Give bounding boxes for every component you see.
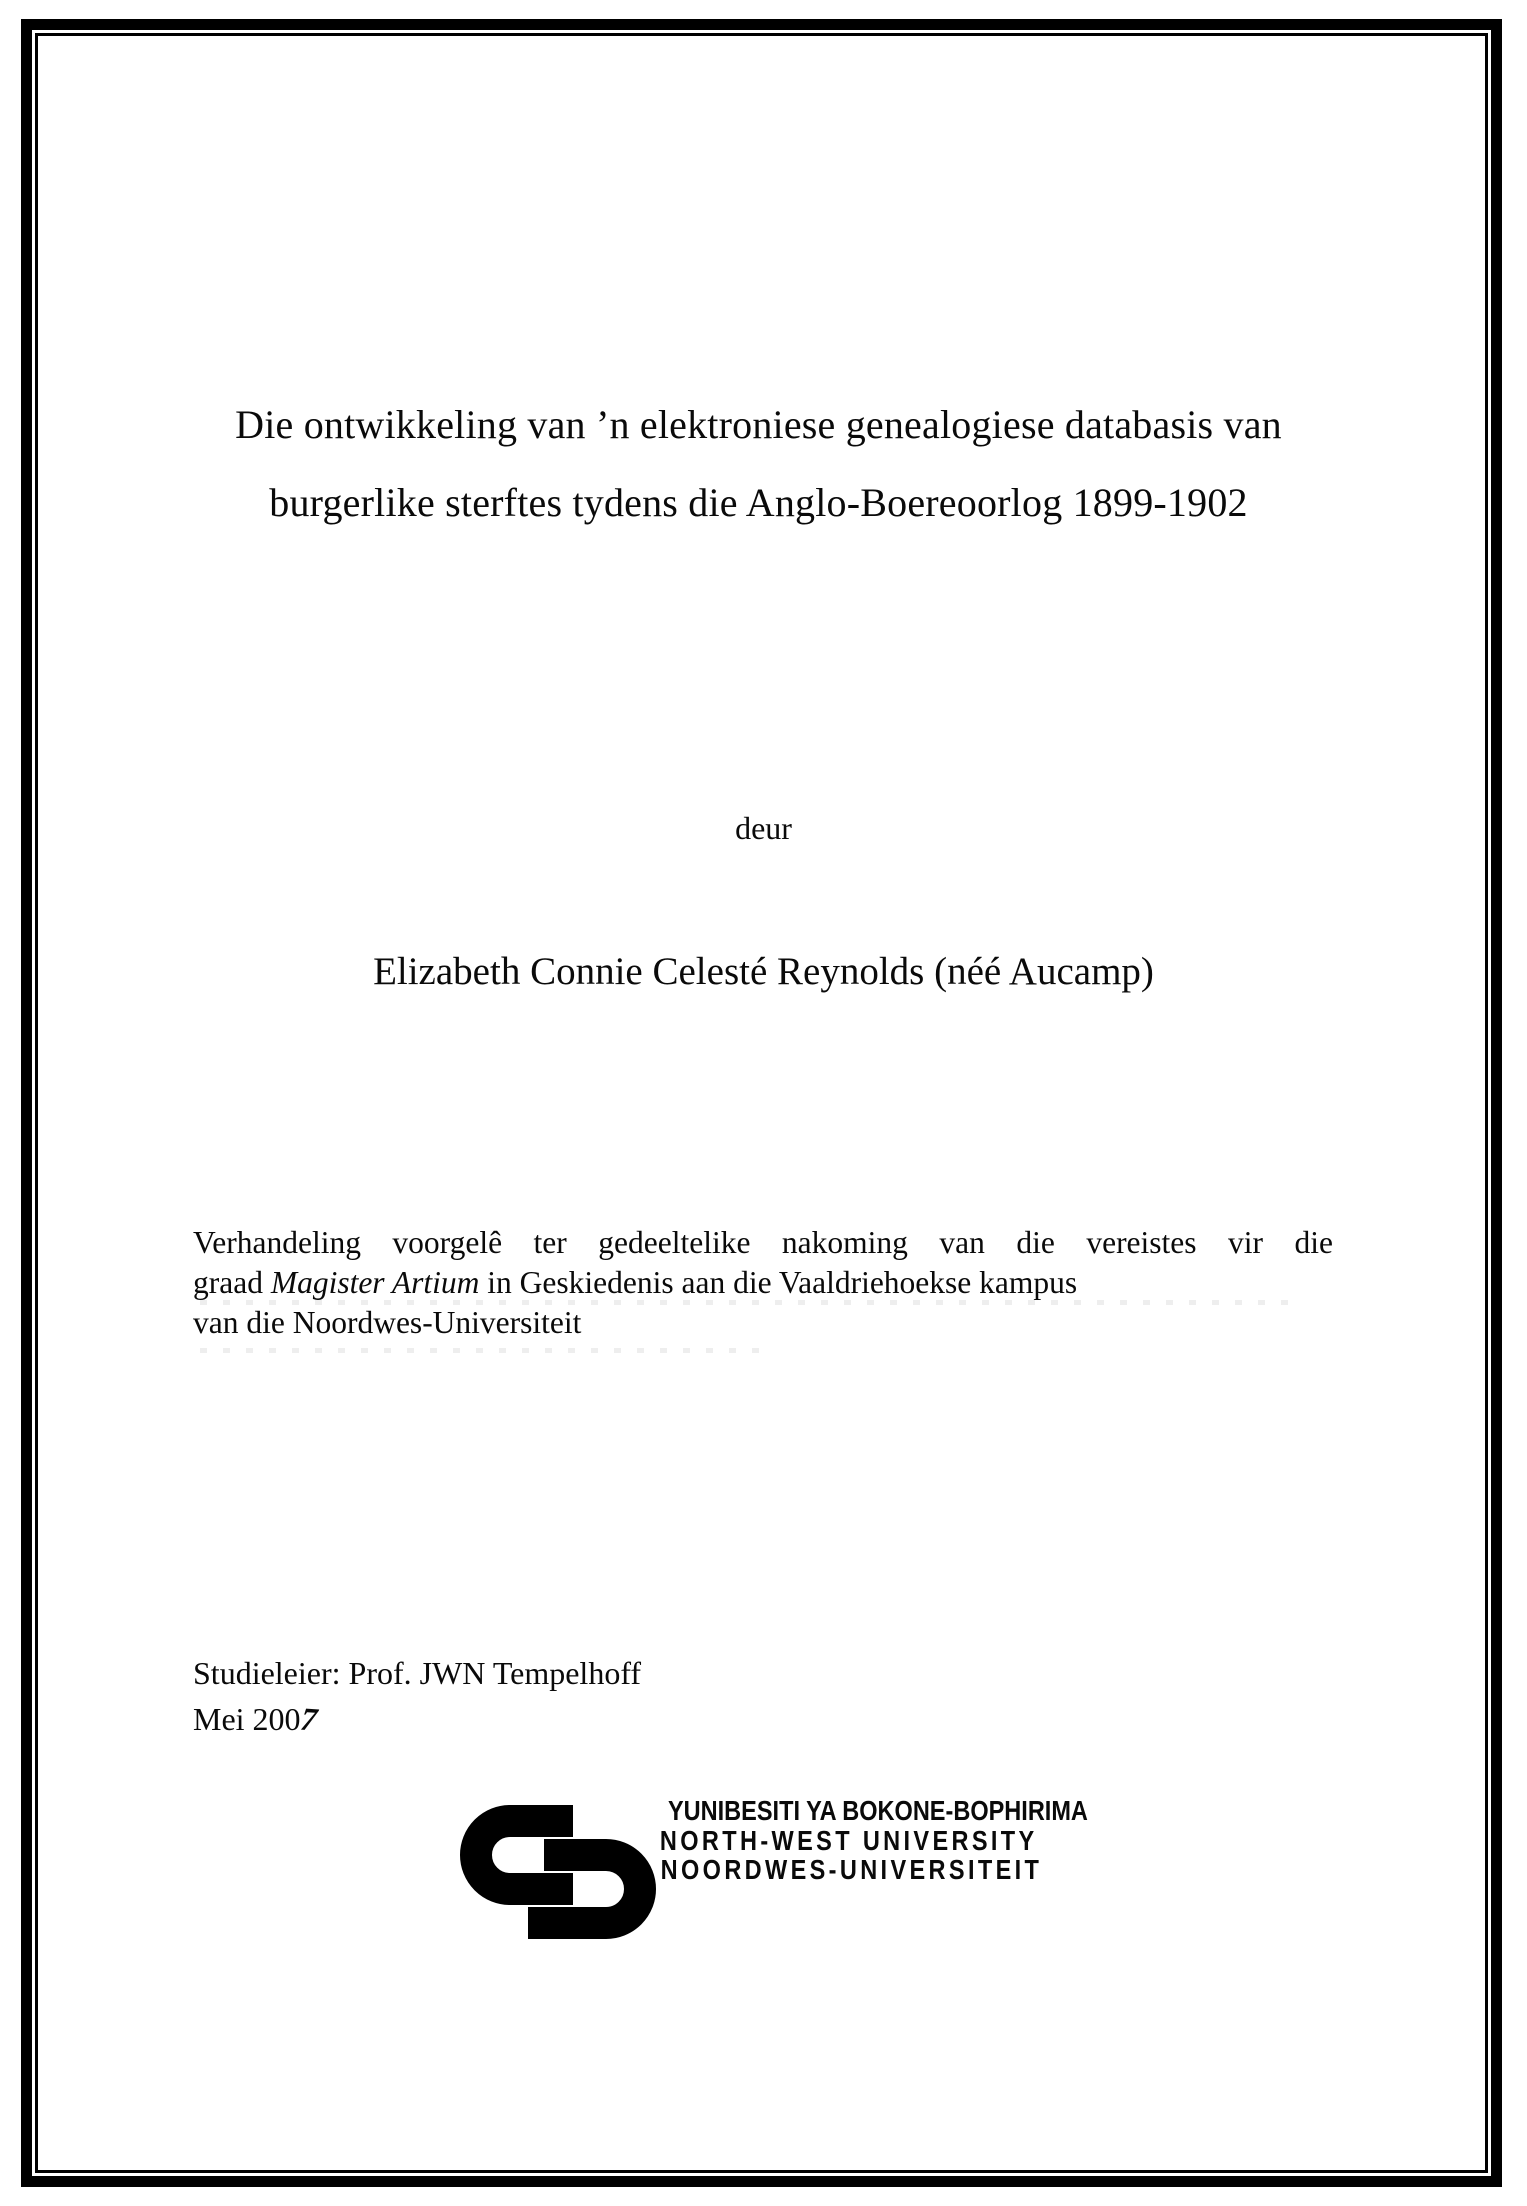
statement-line-2-post: in Geskiedenis aan die Vaaldriehoekse kampus: [479, 1265, 1078, 1300]
date-line: [193, 1696, 641, 1742]
logo-line-english: NORTH-WEST UNIVERSITY: [659, 1824, 1038, 1856]
statement-line-3: van die Noordwes-Universiteit: [193, 1305, 582, 1340]
logo-line-setswana: YUNIBESITI YA BOKONE-BOPHIRIMA: [667, 1795, 1088, 1826]
university-logo-text: [588, 1795, 1088, 1885]
logo-line-afrikaans: NOORDWES-UNIVERSITEIT: [660, 1854, 1043, 1885]
supervisor-block: [193, 1650, 641, 1742]
statement-line-1: Verhandeling voorgelê ter gedeeltelike nakoming van die vereistes vir die: [193, 1225, 1333, 1260]
scan-artifact-row: [200, 1300, 1300, 1305]
author-name: Elizabeth Connie Celesté Reynolds (néé Aucamp): [373, 950, 1154, 993]
degree-statement: [193, 1223, 1333, 1343]
statement-line-2: [193, 1263, 1333, 1303]
supervisor-line: Studieleier: Prof. JWN Tempelhoff: [193, 1655, 642, 1691]
date-last-digit: 7: [294, 1700, 323, 1738]
scan-artifact-row: [200, 1348, 760, 1353]
university-logo: [458, 1795, 1088, 1962]
degree-name-italic: Magister Artium: [270, 1265, 480, 1300]
date-prefix: Mei 200: [193, 1701, 301, 1737]
title-line-2: burgerlike sterftes tydens die Anglo-Boereoorlog 1899-1902: [269, 480, 1248, 525]
thesis-title: [90, 386, 1427, 542]
title-line-1: Die ontwikkeling van ’n elektroniese genealogiese databasis van: [235, 402, 1282, 447]
byline-deur: deur: [735, 810, 792, 846]
statement-line-2-pre: graad: [193, 1265, 271, 1300]
